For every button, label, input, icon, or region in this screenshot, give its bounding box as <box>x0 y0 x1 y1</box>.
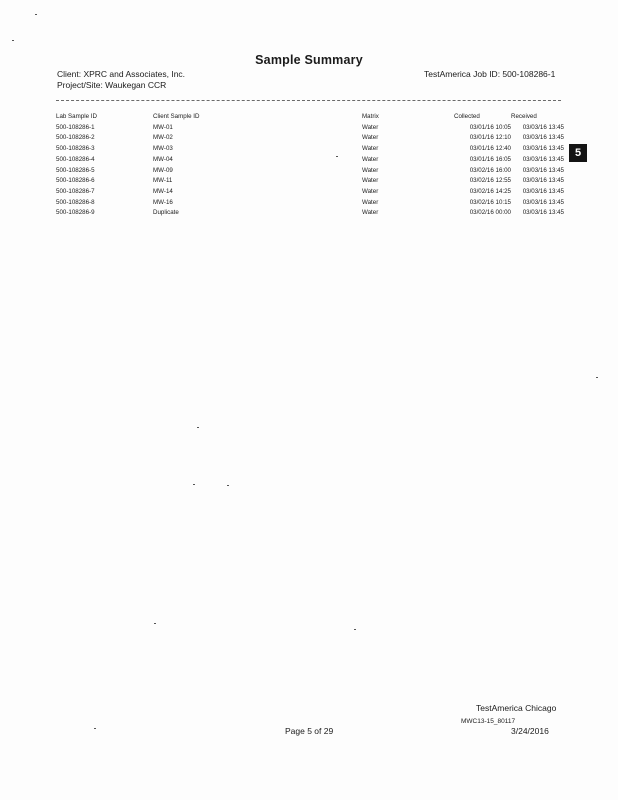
collected-cell: 03/02/16 12:55 <box>469 177 511 185</box>
collected-cell: 03/02/16 14:25 <box>469 187 511 195</box>
received-cell: 03/03/16 13:45 <box>522 145 564 153</box>
table-body <box>56 123 564 219</box>
column-header-matrix: Matrix <box>362 113 379 120</box>
received-cell: 03/03/16 13:45 <box>522 209 564 217</box>
received-cell: 03/03/16 13:45 <box>522 187 564 195</box>
column-header-collected: Collected <box>454 113 480 120</box>
table-row <box>56 123 564 134</box>
client-sample-id-cell: MW-04 <box>153 155 173 163</box>
table-header-row <box>56 112 564 123</box>
lab-sample-id-cell: 500-108286-5 <box>56 166 95 174</box>
table-row <box>56 198 564 209</box>
received-cell: 03/03/16 13:45 <box>522 134 564 142</box>
section-tab-badge: 5 <box>569 144 587 162</box>
received-cell: 03/03/16 13:45 <box>522 177 564 185</box>
scan-speck <box>12 40 14 41</box>
project-site: Project/Site: Waukegan CCR <box>57 80 167 90</box>
received-cell: 03/03/16 13:45 <box>522 123 564 131</box>
footer-doc-ref: MWC13-15_80117 <box>461 718 516 725</box>
footer-date: 3/24/2016 <box>511 726 549 736</box>
lab-sample-id-cell: 500-108286-1 <box>56 123 95 131</box>
lab-sample-id-cell: 500-108286-3 <box>56 145 95 153</box>
client-sample-id-cell: MW-03 <box>153 145 173 153</box>
matrix-cell: Water <box>362 145 379 153</box>
collected-cell: 03/01/16 10:05 <box>469 123 511 131</box>
collected-cell: 03/01/16 12:10 <box>469 134 511 142</box>
column-header-client-sample-id: Client Sample ID <box>153 113 200 120</box>
scan-speck <box>197 427 199 428</box>
received-cell: 03/03/16 13:45 <box>522 198 564 206</box>
client-sample-id-cell: MW-09 <box>153 166 173 174</box>
collected-cell: 03/02/16 10:15 <box>469 198 511 206</box>
lab-sample-id-cell: 500-108286-7 <box>56 187 95 195</box>
scan-speck <box>596 377 598 378</box>
collected-cell: 03/02/16 00:00 <box>469 209 511 217</box>
sample-table <box>56 112 564 219</box>
footer-page-number: Page 5 of 29 <box>285 726 334 736</box>
matrix-cell: Water <box>362 134 379 142</box>
table-row <box>56 166 564 177</box>
table-row <box>56 133 564 144</box>
table-row <box>56 144 564 155</box>
matrix-cell: Water <box>362 155 379 163</box>
collected-cell: 03/02/16 16:00 <box>469 166 511 174</box>
received-cell: 03/03/16 13:45 <box>522 155 564 163</box>
lab-sample-id-cell: 500-108286-6 <box>56 177 95 185</box>
lab-sample-id-cell: 500-108286-9 <box>56 209 95 217</box>
received-cell: 03/03/16 13:45 <box>522 166 564 174</box>
scan-speck <box>154 623 156 624</box>
client-sample-id-cell: MW-01 <box>153 123 173 131</box>
scan-speck <box>336 156 338 157</box>
client-sample-id-cell: MW-14 <box>153 187 173 195</box>
scan-speck <box>94 728 96 729</box>
page-title: Sample Summary <box>255 53 363 67</box>
client-sample-id-cell: MW-11 <box>153 177 173 185</box>
matrix-cell: Water <box>362 198 379 206</box>
collected-cell: 03/01/16 16:05 <box>469 155 511 163</box>
client-sample-id-cell: Duplicate <box>153 209 179 217</box>
client-sample-id-cell: MW-16 <box>153 198 173 206</box>
scan-speck <box>193 484 195 485</box>
table-row <box>56 187 564 198</box>
matrix-cell: Water <box>362 187 379 195</box>
client-name: Client: XPRC and Associates, Inc. <box>57 69 186 79</box>
matrix-cell: Water <box>362 123 379 131</box>
lab-sample-id-cell: 500-108286-4 <box>56 155 95 163</box>
lab-sample-id-cell: 500-108286-8 <box>56 198 95 206</box>
lab-sample-id-cell: 500-108286-2 <box>56 134 95 142</box>
table-row <box>56 155 564 166</box>
footer-lab-name: TestAmerica Chicago <box>476 703 557 713</box>
scan-speck <box>227 485 229 486</box>
table-row <box>56 208 564 219</box>
column-header-lab-sample-id: Lab Sample ID <box>56 113 97 120</box>
client-sample-id-cell: MW-02 <box>153 134 173 142</box>
matrix-cell: Water <box>362 177 379 185</box>
collected-cell: 03/01/16 12:40 <box>469 145 511 153</box>
scan-speck <box>354 629 356 630</box>
matrix-cell: Water <box>362 209 379 217</box>
column-header-received: Received <box>511 113 537 120</box>
table-row <box>56 176 564 187</box>
scan-speck <box>35 14 37 15</box>
matrix-cell: Water <box>362 166 379 174</box>
header-divider <box>56 100 561 101</box>
job-id: TestAmerica Job ID: 500-108286-1 <box>424 69 556 79</box>
